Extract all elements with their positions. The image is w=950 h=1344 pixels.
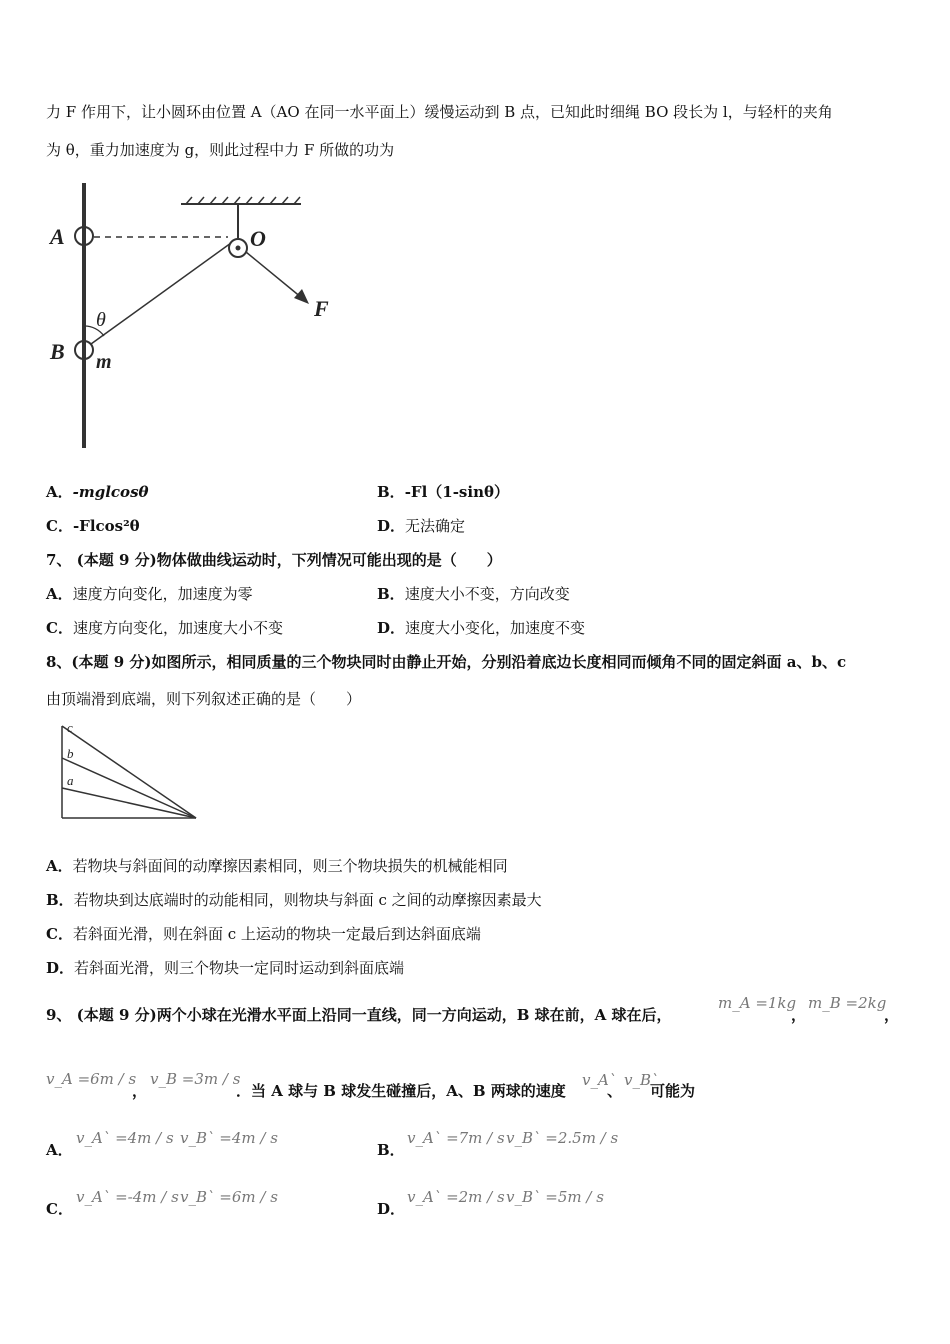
incline-label-a: a xyxy=(67,773,74,788)
q9-option-b-key: B． xyxy=(377,1141,405,1159)
q9-velocity-a: v_A =6m / s xyxy=(46,1070,137,1088)
q7-option-c: C．速度方向变化，加速度大小不变 xyxy=(46,619,283,637)
q8-stem-line-2: 由顶端滑到底端，则下列叙述正确的是（ ） xyxy=(46,690,362,708)
q8-stem-line-1: 8、(本题 9 分)如图所示，相同质量的三个物块同时由静止开始，分别沿着底边长度相同而倾角不同的固定斜面 a、b、c xyxy=(46,653,847,671)
q9-stem-line-2: ．当 A 球与 B 球发生碰撞后，A、B 两球的速度 xyxy=(236,1082,566,1100)
q7-option-a: A．速度方向变化，加速度为零 xyxy=(46,585,253,603)
q9-option-a-va: v_A` =4m / s xyxy=(76,1129,174,1147)
q8-option-a: A．若物块与斜面间的动摩擦因素相同，则三个物块损失的机械能相同 xyxy=(46,857,508,875)
q9-option-d-vb: v_B` =5m / s xyxy=(506,1188,604,1206)
q7-option-d: D．速度大小变化，加速度不变 xyxy=(377,619,586,637)
q8-option-c: C．若斜面光滑，则在斜面 c 上运动的物块一定最后到达斜面底端 xyxy=(46,925,481,943)
q9-option-c-va: v_A` =-4m / s xyxy=(76,1188,179,1206)
q9-option-b-vb: v_B` =2.5m / s xyxy=(506,1129,619,1147)
q8-option-b: B．若物块到达底端时的动能相同，则物块与斜面 c 之间的动摩擦因素最大 xyxy=(46,891,542,909)
q9-mass-a: m_A =1kg xyxy=(718,994,797,1012)
q8-option-d: D．若斜面光滑，则三个物块一定同时运动到斜面底端 xyxy=(46,959,405,977)
q7-option-b: B．速度大小不变，方向改变 xyxy=(377,585,570,603)
q6-option-b: B．-Fl（1-sinθ） xyxy=(377,483,509,501)
q9-option-a-key: A． xyxy=(46,1141,73,1159)
label-A: A xyxy=(50,224,65,249)
intro-line-2: 为 θ，重力加速度为 g，则此过程中力 F 所做的功为 xyxy=(46,141,395,159)
q9-velocity-b: v_B =3m / s xyxy=(150,1070,241,1088)
q9-mass-b: m_B =2kg xyxy=(808,994,887,1012)
label-m: m xyxy=(96,351,112,373)
q9-option-b-va: v_A` =7m / s xyxy=(407,1129,505,1147)
q9-option-c-vb: v_B` =6m / s xyxy=(180,1188,278,1206)
q9-option-d-va: v_A` =2m / s xyxy=(407,1188,505,1206)
q6-option-d: D．无法确定 xyxy=(377,517,466,535)
q9-option-a-vb: v_B` =4m / s xyxy=(180,1129,278,1147)
label-theta: θ xyxy=(96,309,106,331)
intro-line-1: 力 F 作用下，让小圆环由位置 A（AO 在同一水平面上）缓慢运动到 B 点，已知此时细绳 BO 段长为 l，与轻杆的夹角 xyxy=(46,103,833,121)
label-F: F xyxy=(314,296,329,321)
figure-rod-pulley xyxy=(46,178,346,453)
incline-label-b: b xyxy=(67,746,74,761)
q9-velocity-b-prime: v_B` xyxy=(624,1071,659,1089)
incline-label-c: c xyxy=(67,720,73,735)
figure-inclines xyxy=(54,718,204,822)
label-B: B xyxy=(50,339,65,364)
q9-option-c-key: C． xyxy=(46,1200,73,1218)
q9-stem-line-1: 9、 (本题 9 分)两个小球在光滑水平面上沿同一直线，同一方向运动，B 球在前，A 球在后， xyxy=(46,1006,672,1024)
q6-option-c: C．-Flcos²θ xyxy=(46,517,140,535)
q6-option-a: A．-mglcosθ xyxy=(46,483,149,501)
q9-option-d-key: D． xyxy=(377,1200,406,1218)
q7-stem: 7、 (本题 9 分)物体做曲线运动时，下列情况可能出现的是（ ） xyxy=(46,551,502,569)
q9-velocity-a-prime: v_A` xyxy=(582,1071,617,1089)
label-O: O xyxy=(250,226,266,251)
